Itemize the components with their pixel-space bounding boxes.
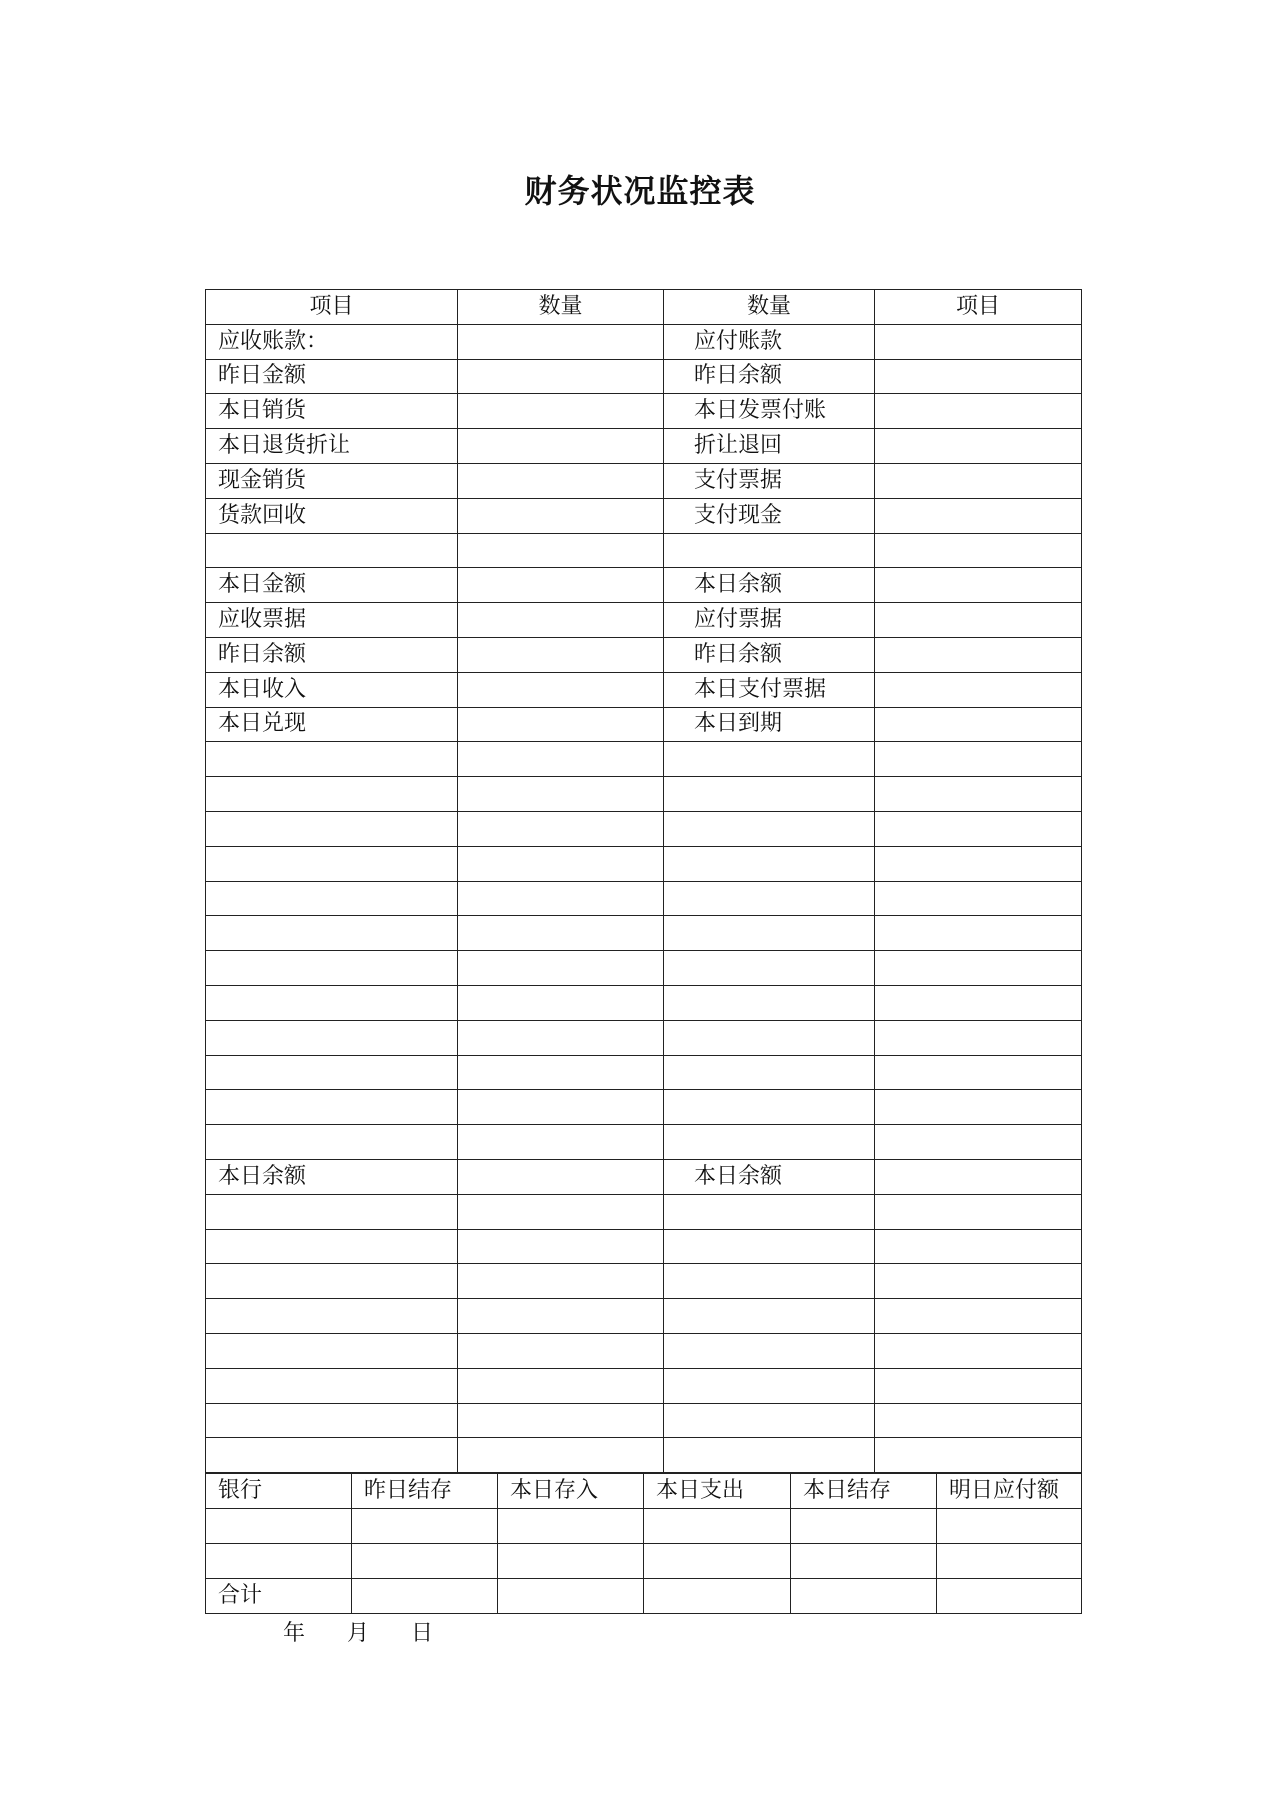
month-label: 月 — [347, 1621, 370, 1646]
table-row — [206, 568, 1082, 603]
table-row — [206, 1194, 1082, 1229]
bank-row — [206, 1509, 1082, 1544]
item-label-left — [206, 811, 458, 846]
bank-cell — [498, 1579, 644, 1614]
quantity-cell-right — [875, 429, 1082, 464]
item-label-left — [206, 1368, 458, 1403]
item-label-right: 应付票据 — [664, 603, 875, 638]
quantity-cell-left — [458, 1403, 664, 1438]
table-row — [206, 1299, 1082, 1334]
quantity-cell-right — [875, 1264, 1082, 1299]
item-label-left — [206, 1333, 458, 1368]
quantity-cell-right — [875, 359, 1082, 394]
quantity-cell-left — [458, 1020, 664, 1055]
quantity-cell-right — [875, 1194, 1082, 1229]
table-row — [206, 1264, 1082, 1299]
bank-cell — [352, 1579, 498, 1614]
table-row — [206, 1090, 1082, 1125]
quantity-cell-right — [875, 1403, 1082, 1438]
quantity-cell-right — [875, 603, 1082, 638]
item-label-left: 本日销货 — [206, 394, 458, 429]
item-label-left — [206, 1264, 458, 1299]
quantity-cell-left — [458, 1125, 664, 1160]
item-label-left — [206, 742, 458, 777]
item-label-right — [664, 951, 875, 986]
table-row — [206, 1159, 1082, 1194]
quantity-cell-left — [458, 846, 664, 881]
item-label-right: 本日发票付账 — [664, 394, 875, 429]
quantity-cell-left — [458, 1229, 664, 1264]
item-label-right: 本日支付票据 — [664, 672, 875, 707]
quantity-cell-left — [458, 985, 664, 1020]
item-label-right — [664, 533, 875, 568]
quantity-cell-left — [458, 463, 664, 498]
quantity-cell-right — [875, 394, 1082, 429]
item-label-left: 现金销货 — [206, 463, 458, 498]
day-label: 日 — [411, 1621, 434, 1646]
bank-column-header: 本日存入 — [498, 1474, 644, 1509]
quantity-cell-right — [875, 916, 1082, 951]
quantity-cell-left — [458, 777, 664, 812]
quantity-cell-left — [458, 1159, 664, 1194]
item-label-right — [664, 1438, 875, 1473]
item-label-left: 本日金额 — [206, 568, 458, 603]
quantity-cell-left — [458, 951, 664, 986]
bank-cell — [937, 1544, 1082, 1579]
item-label-left — [206, 1403, 458, 1438]
quantity-cell-right — [875, 742, 1082, 777]
item-label-right: 昨日余额 — [664, 637, 875, 672]
column-header: 项目 — [875, 290, 1082, 325]
quantity-cell-right — [875, 1299, 1082, 1334]
bank-row — [206, 1544, 1082, 1579]
quantity-cell-right — [875, 881, 1082, 916]
bank-cell — [206, 1544, 352, 1579]
table-row — [206, 916, 1082, 951]
quantity-cell-left — [458, 881, 664, 916]
item-label-left — [206, 846, 458, 881]
item-label-left: 货款回收 — [206, 498, 458, 533]
item-label-right — [664, 1368, 875, 1403]
item-label-right — [664, 1299, 875, 1334]
item-label-left — [206, 1229, 458, 1264]
table-row — [206, 672, 1082, 707]
table-row — [206, 1438, 1082, 1473]
table-row — [206, 707, 1082, 742]
item-label-left: 本日兑现 — [206, 707, 458, 742]
bank-cell — [644, 1579, 791, 1614]
item-label-right — [664, 1090, 875, 1125]
table-row — [206, 1125, 1082, 1160]
table-row — [206, 637, 1082, 672]
item-label-left: 应收账款： — [206, 324, 458, 359]
item-label-right — [664, 777, 875, 812]
table-row — [206, 324, 1082, 359]
item-label-left: 本日余额 — [206, 1159, 458, 1194]
item-label-left — [206, 777, 458, 812]
table-row — [206, 1055, 1082, 1090]
item-label-right — [664, 1125, 875, 1160]
item-label-left — [206, 1020, 458, 1055]
quantity-cell-left — [458, 568, 664, 603]
table-row — [206, 359, 1082, 394]
bank-balance-table — [205, 1473, 1082, 1614]
quantity-cell-left — [458, 1194, 664, 1229]
table-row — [206, 1229, 1082, 1264]
quantity-cell-right — [875, 637, 1082, 672]
item-label-left — [206, 1055, 458, 1090]
quantity-cell-right — [875, 324, 1082, 359]
item-label-right: 支付现金 — [664, 498, 875, 533]
item-label-right: 本日到期 — [664, 707, 875, 742]
quantity-cell-right — [875, 707, 1082, 742]
item-label-left: 昨日余额 — [206, 637, 458, 672]
item-label-right: 支付票据 — [664, 463, 875, 498]
table-row — [206, 533, 1082, 568]
column-header: 数量 — [664, 290, 875, 325]
item-label-right — [664, 916, 875, 951]
table-row — [206, 1403, 1082, 1438]
item-label-right: 应付账款 — [664, 324, 875, 359]
item-label-right — [664, 1194, 875, 1229]
quantity-cell-right — [875, 533, 1082, 568]
quantity-cell-left — [458, 1438, 664, 1473]
item-label-left — [206, 985, 458, 1020]
quantity-cell-left — [458, 359, 664, 394]
item-label-right: 折让退回 — [664, 429, 875, 464]
item-label-left — [206, 881, 458, 916]
item-label-right: 昨日余额 — [664, 359, 875, 394]
quantity-cell-right — [875, 985, 1082, 1020]
year-label: 年 — [283, 1621, 306, 1646]
table-row — [206, 603, 1082, 638]
item-label-left — [206, 533, 458, 568]
item-label-left: 应收票据 — [206, 603, 458, 638]
bank-cell — [791, 1579, 937, 1614]
quantity-cell-left — [458, 394, 664, 429]
quantity-cell-left — [458, 1299, 664, 1334]
quantity-cell-left — [458, 533, 664, 568]
item-label-right — [664, 1333, 875, 1368]
item-label-right — [664, 846, 875, 881]
table-row — [206, 394, 1082, 429]
bank-header-row — [206, 1474, 1082, 1509]
item-label-right: 本日余额 — [664, 568, 875, 603]
quantity-cell-left — [458, 637, 664, 672]
item-label-left — [206, 916, 458, 951]
bank-cell — [206, 1509, 352, 1544]
table-row — [206, 846, 1082, 881]
item-label-right — [664, 1020, 875, 1055]
bank-column-header: 明日应付额 — [937, 1474, 1082, 1509]
table-row — [206, 985, 1082, 1020]
quantity-cell-right — [875, 1229, 1082, 1264]
item-label-right: 本日余额 — [664, 1159, 875, 1194]
quantity-cell-right — [875, 1125, 1082, 1160]
bank-cell — [498, 1509, 644, 1544]
quantity-cell-right — [875, 1020, 1082, 1055]
table-header-row — [206, 290, 1082, 325]
table-row — [206, 1333, 1082, 1368]
table-row — [206, 1020, 1082, 1055]
table-row — [206, 811, 1082, 846]
bank-column-header: 本日结存 — [791, 1474, 937, 1509]
bank-cell — [644, 1509, 791, 1544]
item-label-left: 本日退货折让 — [206, 429, 458, 464]
quantity-cell-left — [458, 1090, 664, 1125]
table-row — [206, 951, 1082, 986]
item-label-right — [664, 811, 875, 846]
quantity-cell-left — [458, 603, 664, 638]
quantity-cell-right — [875, 846, 1082, 881]
item-label-right — [664, 1055, 875, 1090]
item-label-left — [206, 951, 458, 986]
bank-cell — [937, 1579, 1082, 1614]
quantity-cell-left — [458, 324, 664, 359]
document-title: 财务状况监控表 — [524, 172, 756, 210]
bank-cell — [352, 1509, 498, 1544]
date-line — [283, 1616, 433, 1647]
quantity-cell-right — [875, 498, 1082, 533]
quantity-cell-left — [458, 498, 664, 533]
table-row — [206, 429, 1082, 464]
item-label-left — [206, 1299, 458, 1334]
item-label-left — [206, 1194, 458, 1229]
quantity-cell-right — [875, 672, 1082, 707]
bank-cell — [352, 1544, 498, 1579]
column-header: 数量 — [458, 290, 664, 325]
bank-cell — [791, 1544, 937, 1579]
bank-row — [206, 1579, 1082, 1614]
item-label-right — [664, 881, 875, 916]
quantity-cell-left — [458, 672, 664, 707]
quantity-cell-right — [875, 777, 1082, 812]
table-row — [206, 881, 1082, 916]
column-header: 项目 — [206, 290, 458, 325]
finance-monitor-table — [205, 289, 1082, 1473]
quantity-cell-right — [875, 1368, 1082, 1403]
bank-cell — [791, 1509, 937, 1544]
item-label-left: 昨日金额 — [206, 359, 458, 394]
bank-cell — [644, 1544, 791, 1579]
bank-cell — [937, 1509, 1082, 1544]
item-label-right — [664, 1403, 875, 1438]
quantity-cell-left — [458, 742, 664, 777]
item-label-left — [206, 1125, 458, 1160]
quantity-cell-right — [875, 951, 1082, 986]
quantity-cell-left — [458, 429, 664, 464]
quantity-cell-left — [458, 811, 664, 846]
item-label-left: 本日收入 — [206, 672, 458, 707]
table-row — [206, 463, 1082, 498]
quantity-cell-right — [875, 1159, 1082, 1194]
quantity-cell-left — [458, 707, 664, 742]
quantity-cell-right — [875, 1055, 1082, 1090]
quantity-cell-right — [875, 811, 1082, 846]
table-row — [206, 777, 1082, 812]
bank-cell — [498, 1544, 644, 1579]
quantity-cell-right — [875, 463, 1082, 498]
quantity-cell-right — [875, 1333, 1082, 1368]
bank-cell: 合计 — [206, 1579, 352, 1614]
quantity-cell-right — [875, 1438, 1082, 1473]
table-row — [206, 498, 1082, 533]
bank-column-header: 昨日结存 — [352, 1474, 498, 1509]
quantity-cell-left — [458, 1264, 664, 1299]
item-label-right — [664, 1229, 875, 1264]
item-label-right — [664, 742, 875, 777]
bank-column-header: 本日支出 — [644, 1474, 791, 1509]
table-row — [206, 742, 1082, 777]
item-label-left — [206, 1438, 458, 1473]
item-label-right — [664, 1264, 875, 1299]
quantity-cell-left — [458, 1368, 664, 1403]
item-label-right — [664, 985, 875, 1020]
quantity-cell-left — [458, 1055, 664, 1090]
quantity-cell-left — [458, 1333, 664, 1368]
bank-column-header: 银行 — [206, 1474, 352, 1509]
quantity-cell-left — [458, 916, 664, 951]
item-label-left — [206, 1090, 458, 1125]
quantity-cell-right — [875, 1090, 1082, 1125]
quantity-cell-right — [875, 568, 1082, 603]
table-row — [206, 1368, 1082, 1403]
